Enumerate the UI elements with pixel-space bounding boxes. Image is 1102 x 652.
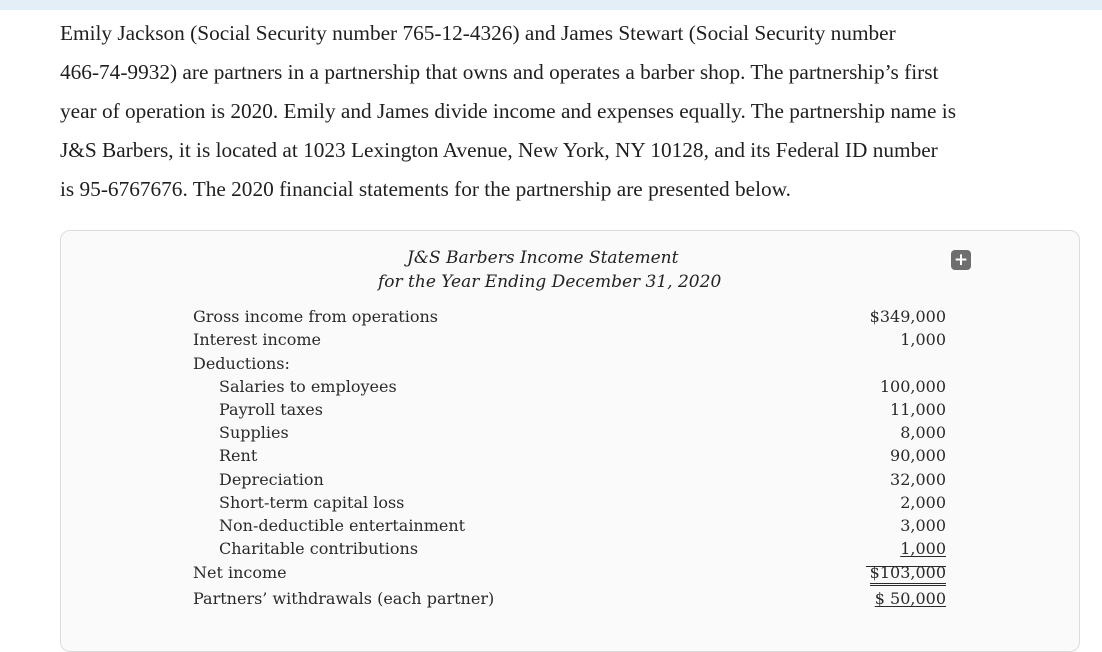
row-value-payroll-taxes: 11,000 <box>890 400 946 419</box>
row-value-net-income-wrap <box>820 561 946 584</box>
problem-line: Emily Jackson (Social Security number 765-12-4326) and James Stewart (Social Security number <box>60 21 896 45</box>
statement-title: J&S Barbers Income Statement <box>407 248 679 268</box>
statement-subtitle: for the Year Ending December 31, 2020 <box>378 272 722 292</box>
row-label-payroll-taxes: Payroll taxes <box>219 400 323 419</box>
row-label-charitable: Charitable contributions <box>219 539 419 558</box>
problem-line: J&S Barbers, it is located at 1023 Lexington Avenue, New York, NY 10128, and its Federal ID number <box>60 138 938 162</box>
row-value-charitable: 1,000 <box>900 539 946 558</box>
row-label-depreciation: Depreciation <box>219 470 324 489</box>
row-value-short-term-loss: 2,000 <box>900 493 946 512</box>
row-label-short-term-loss: Short-term capital loss <box>219 493 405 512</box>
row-label-deductions: Deductions: <box>193 354 290 373</box>
row-label-interest-income: Interest income <box>193 330 322 349</box>
row-value-gross-income: $349,000 <box>869 307 946 326</box>
row-value-interest-income: 1,000 <box>900 330 946 349</box>
row-value-rent: 90,000 <box>890 446 946 465</box>
row-label-rent: Rent <box>219 446 258 465</box>
row-value-depreciation: 32,000 <box>890 470 946 489</box>
row-value-withdrawals: $ 50,000 <box>874 589 946 608</box>
problem-paragraph <box>60 14 1090 209</box>
row-value-entertainment: 3,000 <box>900 516 946 535</box>
row-label-entertainment: Non-deductible entertainment <box>219 516 466 535</box>
problem-line: 466-74-9932) are partners in a partnership that owns and operates a barber shop. The partnership’s first <box>60 60 939 84</box>
row-label-gross-income: Gross income from operations <box>193 307 438 326</box>
problem-line: year of operation is 2020. Emily and James divide income and expenses equally. The partnership name is <box>60 99 956 123</box>
row-value-supplies: 8,000 <box>900 423 946 442</box>
top-bar <box>0 0 1102 10</box>
row-label-supplies: Supplies <box>219 423 289 442</box>
row-value-salaries: 100,000 <box>879 377 946 396</box>
problem-line: is 95-6767676. The 2020 financial statements for the partnership are presented below. <box>60 177 791 201</box>
expand-plus-icon[interactable]: + <box>951 250 971 270</box>
row-label-salaries: Salaries to employees <box>219 377 397 396</box>
row-label-withdrawals: Partners’ withdrawals (each partner) <box>193 589 495 608</box>
row-value-net-income: $103,000 <box>870 563 946 586</box>
row-label-net-income: Net income <box>193 563 287 582</box>
